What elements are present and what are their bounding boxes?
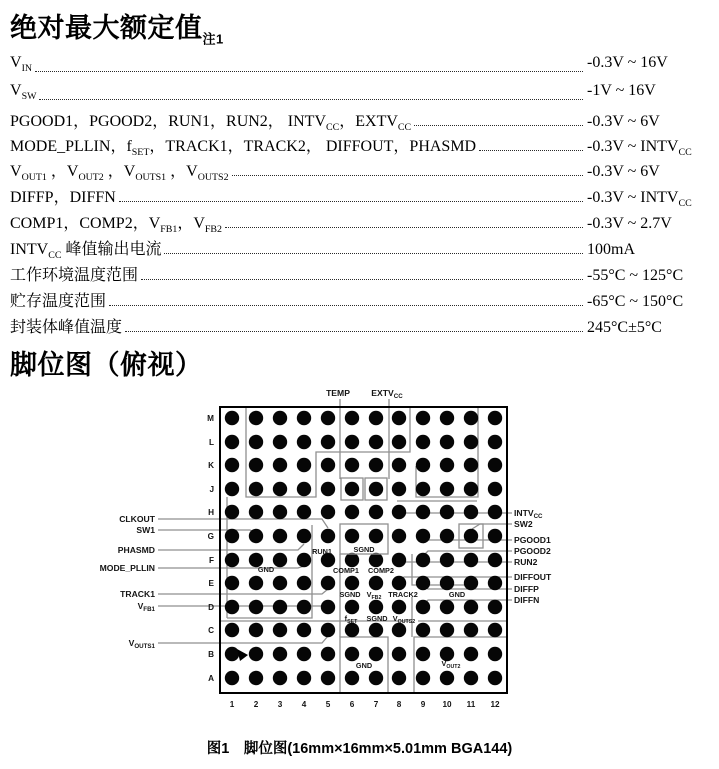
rating-name: MODE_PLLIN，$f_{SET}$，TRACK1，TRACK2， DIFFOUT，PHASMD bbox=[10, 138, 477, 159]
rating-value: -0.3V ~ 2.7V bbox=[587, 215, 672, 232]
rating-value: -0.3V ~ $INTV_{CC}$ bbox=[587, 138, 692, 159]
pin-label-mode-pllin: MODE_PLLIN bbox=[99, 563, 155, 573]
col-label: 1 bbox=[229, 700, 235, 709]
dotted-leader bbox=[225, 227, 583, 228]
rating-row bbox=[10, 288, 711, 310]
dotted-leader bbox=[39, 99, 583, 100]
abs-max-ratings-title bbox=[10, 6, 224, 45]
pin-label-clkout: CLKOUT bbox=[119, 514, 155, 524]
rating-row bbox=[10, 54, 711, 76]
dotted-leader bbox=[479, 150, 583, 151]
rating-value: 100mA bbox=[587, 241, 635, 258]
row-label: J bbox=[209, 485, 214, 494]
pin-label-temp: TEMP bbox=[326, 388, 350, 398]
col-label: 2 bbox=[253, 700, 259, 709]
rating-value: -1V ~ 16V bbox=[587, 82, 656, 99]
pin-label-vout2: $V_{OUT2}$ bbox=[441, 659, 461, 670]
rating-name: DIFFP，DIFFN bbox=[10, 189, 116, 206]
rating-row bbox=[10, 82, 711, 104]
pin-label-pgood2: PGOOD2 bbox=[514, 546, 551, 556]
rating-name: 工作环境温度范围 bbox=[10, 267, 139, 284]
pin-label-sgnd: SGND bbox=[366, 614, 388, 623]
col-label: 9 bbox=[420, 700, 426, 709]
rating-row bbox=[10, 133, 711, 159]
row-label: M bbox=[207, 414, 214, 423]
pin-label-pgood1: PGOOD1 bbox=[514, 535, 551, 545]
pin-label-extvcc: $EXTV_{CC}$ bbox=[371, 388, 403, 400]
pin1-marker bbox=[237, 649, 248, 661]
pin-label-diffp: DIFFP bbox=[514, 584, 539, 594]
row-label: K bbox=[208, 461, 214, 470]
rating-row bbox=[10, 314, 711, 336]
rating-name: $V_{IN}$ bbox=[10, 54, 33, 75]
pin-label-gnd: GND bbox=[355, 661, 373, 670]
interior-labels bbox=[258, 545, 465, 670]
col-label: 6 bbox=[349, 700, 355, 709]
col-label: 8 bbox=[396, 700, 402, 709]
col-label: 4 bbox=[301, 700, 307, 709]
pin-label-run2: RUN2 bbox=[514, 557, 538, 567]
pin-label-sgnd: SGND bbox=[353, 545, 375, 554]
row-label: A bbox=[208, 674, 214, 683]
pin-label-vouts1: $V_{OUTS1}$ bbox=[128, 638, 155, 650]
rating-row bbox=[10, 236, 711, 262]
row-label: L bbox=[208, 438, 214, 447]
rating-name: 贮存温度范围 bbox=[10, 293, 107, 310]
col-label: 3 bbox=[277, 700, 283, 709]
rating-row bbox=[10, 108, 711, 134]
rating-name: $V_{OUT1}$ ，$V_{OUT2}$ ，$V_{OUTS1}$ ，$V_{OUTS2}$ bbox=[10, 163, 229, 184]
ball-highlight-boxes bbox=[340, 478, 483, 554]
dotted-leader bbox=[414, 125, 583, 126]
figure-caption: 图1 脚位图(16mm×16mm×5.01mm BGA144) bbox=[206, 741, 513, 757]
pin-label-gnd: GND bbox=[448, 590, 466, 599]
col-label: 7 bbox=[373, 700, 379, 709]
dotted-leader bbox=[109, 305, 583, 306]
rating-value: -55°C ~ 125°C bbox=[587, 267, 684, 284]
col-label: 11 bbox=[466, 700, 476, 709]
pin-configuration-title-text: 脚位图（俯视） bbox=[10, 350, 203, 380]
rating-value: -0.3V ~ $INTV_{CC}$ bbox=[587, 189, 692, 210]
pin-label-comp1: COMP1 bbox=[333, 566, 359, 575]
pin-label-vfb1: $V_{FB1}$ bbox=[137, 601, 155, 613]
pin-label-run1: RUN1 bbox=[312, 547, 332, 556]
abs-max-ratings-title-text: 绝对最大额定值 bbox=[10, 13, 203, 43]
pin-label-sw2: SW2 bbox=[514, 519, 533, 529]
pin-label-gnd: GND bbox=[257, 565, 275, 574]
pin-configuration-title bbox=[10, 343, 203, 382]
pin-label-sw1: SW1 bbox=[136, 525, 155, 535]
col-label: 5 bbox=[325, 700, 331, 709]
dotted-leader bbox=[232, 175, 583, 176]
rating-name: $V_{SW}$ bbox=[10, 82, 37, 103]
row-label: G bbox=[207, 532, 214, 541]
rating-value: -65°C ~ 150°C bbox=[587, 293, 684, 310]
row-label: H bbox=[208, 508, 214, 517]
dotted-leader bbox=[141, 279, 583, 280]
dotted-leader bbox=[35, 71, 583, 72]
col-label: 12 bbox=[490, 700, 500, 709]
rating-value: 245°C±5°C bbox=[587, 319, 662, 336]
column-labels bbox=[230, 700, 500, 709]
col-label: 10 bbox=[442, 700, 452, 709]
pin-label-fset: $f_{SET}$ bbox=[344, 614, 358, 625]
rating-name: COMP1，COMP2，$V_{FB1}$，$V_{FB2}$ bbox=[10, 215, 222, 236]
rating-value: -0.3V ~ 16V bbox=[587, 54, 668, 71]
rating-row bbox=[10, 262, 711, 284]
rating-row bbox=[10, 158, 711, 184]
pin-label-diffout: DIFFOUT bbox=[514, 572, 552, 582]
rating-row bbox=[10, 210, 711, 236]
row-label: B bbox=[208, 650, 214, 659]
row-label: E bbox=[208, 579, 214, 588]
pin-label-diffn: DIFFN bbox=[514, 595, 540, 605]
right-callout-labels bbox=[514, 508, 552, 605]
pin-label-phasmd: PHASMD bbox=[117, 545, 155, 555]
rating-row bbox=[10, 184, 711, 210]
dotted-leader bbox=[164, 253, 583, 254]
left-callout-labels bbox=[100, 514, 156, 650]
pin-label-vouts2: $V_{OUTS2}$ bbox=[392, 614, 416, 625]
row-label: F bbox=[208, 556, 214, 565]
pin-label-comp2: COMP2 bbox=[368, 566, 394, 575]
rating-name: $INTV_{CC}$ 峰值输出电流 bbox=[10, 241, 162, 262]
pin-label-sgnd: SGND bbox=[339, 590, 361, 599]
pin-label-track2: TRACK2 bbox=[388, 590, 418, 599]
note1-reference: 注1 bbox=[202, 31, 224, 47]
dotted-leader bbox=[125, 331, 583, 332]
pin-label-vfb2: $V_{FB2}$ bbox=[366, 590, 382, 601]
rating-name: PGOOD1，PGOOD2，RUN1，RUN2， $INTV_{CC}$，$EXTV_{CC}$ bbox=[10, 113, 412, 134]
rating-name: 封装体峰值温度 bbox=[10, 319, 123, 336]
row-label: C bbox=[208, 626, 214, 635]
rating-value: -0.3V ~ 6V bbox=[587, 113, 660, 130]
bga-pin-diagram bbox=[0, 380, 719, 735]
dotted-leader bbox=[119, 201, 583, 202]
pin-label-intvcc: $INTV_{CC}$ bbox=[514, 508, 543, 520]
row-label: D bbox=[208, 603, 214, 612]
rating-value: -0.3V ~ 6V bbox=[587, 163, 660, 180]
pin-label-track1: TRACK1 bbox=[120, 589, 155, 599]
